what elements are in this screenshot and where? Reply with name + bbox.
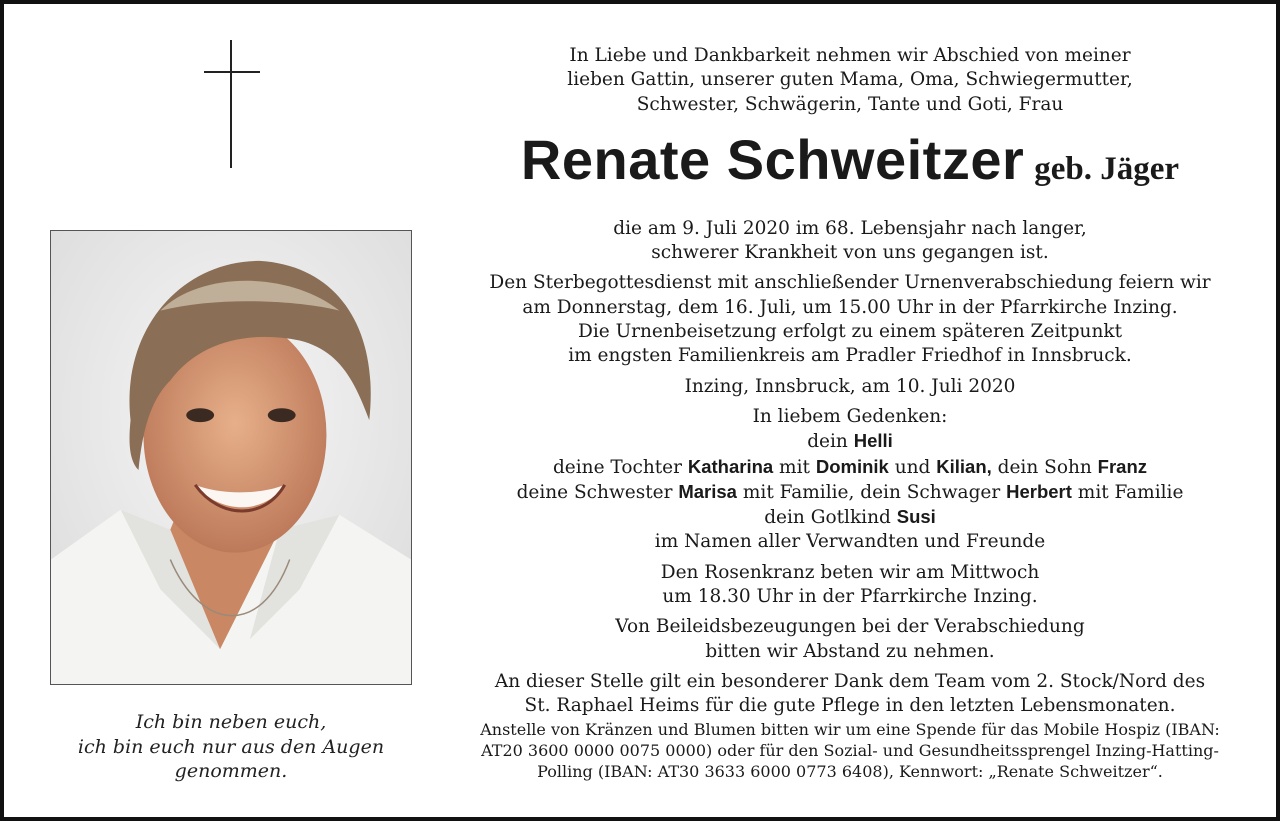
- maiden-name: geb. Jäger: [1034, 150, 1180, 187]
- intro-line: In Liebe und Dankbarkeit nehmen wir Abschied von meiner: [569, 45, 1131, 66]
- intro-line: Schwester, Schwägerin, Tante und Goti, Frau: [636, 93, 1064, 115]
- service-line: Den Sterbegottesdienst mit anschließender Urnenverabschiedung feiern wir: [489, 272, 1211, 294]
- mourners-heading: In liebem Gedenken:: [752, 405, 948, 427]
- donation-line: Polling (IBAN: AT30 3633 6000 0773 6408), Kennwort: „Renate Schweitzer“.: [537, 761, 1163, 781]
- service-line: am Donnerstag, dem 16. Juli, um 15.00 Uhr in der Pfarrkirche Inzing.: [522, 296, 1178, 318]
- rosary-line: um 18.30 Uhr in der Pfarrkirche Inzing.: [662, 586, 1038, 608]
- quote-line: Ich bin neben euch,: [135, 711, 327, 733]
- condolences-line: bitten wir Abstand zu nehmen.: [705, 640, 995, 662]
- donation-line: AT20 3600 0000 0075 0000) oder für den Sozial- und Gesundheitssprengel Inzing-Hatting-: [481, 740, 1219, 760]
- thanks-line: St. Raphael Heims für die gute Pflege in den letzten Lebensmonaten.: [524, 695, 1176, 717]
- mourners-closing: im Namen aller Verwandten und Freunde: [654, 531, 1046, 553]
- intro-line: lieben Gattin, unserer guten Mama, Oma, Schwiegermutter,: [567, 69, 1133, 91]
- portrait-photo: [50, 230, 412, 685]
- mourner-line: deine Schwester Marisa mit Familie, dein Schwager Herbert mit Familie: [516, 480, 1184, 503]
- rosary-line: Den Rosenkranz beten wir am Mittwoch: [660, 561, 1040, 583]
- quote-line: genommen.: [174, 760, 288, 782]
- death-line: schwerer Krankheit von uns gegangen ist.: [651, 242, 1049, 264]
- service-line: im engsten Familienkreis am Pradler Friedhof in Innsbruck.: [568, 345, 1132, 367]
- death-line: die am 9. Juli 2020 im 68. Lebensjahr nach langer,: [613, 217, 1087, 239]
- deceased-name: Renate Schweitzer: [520, 127, 1025, 191]
- mourner-line: deine Tochter Katharina mit Dominik und Kilian, dein Sohn Franz: [552, 455, 1148, 478]
- deceased-name-row: [462, 129, 1238, 205]
- mourner-line: dein Helli: [807, 430, 893, 453]
- donation-line: Anstelle von Kränzen und Blumen bitten wir um eine Spende für das Mobile Hospiz (IBAN:: [480, 719, 1220, 739]
- condolences-line: Von Beileidsbezeugungen bei der Verabschiedung: [615, 616, 1085, 638]
- notice-text: [462, 44, 1238, 782]
- thanks-line: An dieser Stelle gilt ein besonderer Dank dem Team vom 2. Stock/Nord des: [494, 670, 1206, 692]
- mourner-line: dein Gotlkind Susi: [764, 506, 936, 529]
- memorial-quote: [50, 710, 412, 784]
- place-date: Inzing, Innsbruck, am 10. Juli 2020: [684, 375, 1016, 397]
- quote-line: ich bin euch nur aus den Augen: [77, 735, 385, 758]
- service-line: Die Urnenbeisetzung erfolgt zu einem späteren Zeitpunkt: [577, 321, 1123, 343]
- cross-icon: [204, 40, 260, 168]
